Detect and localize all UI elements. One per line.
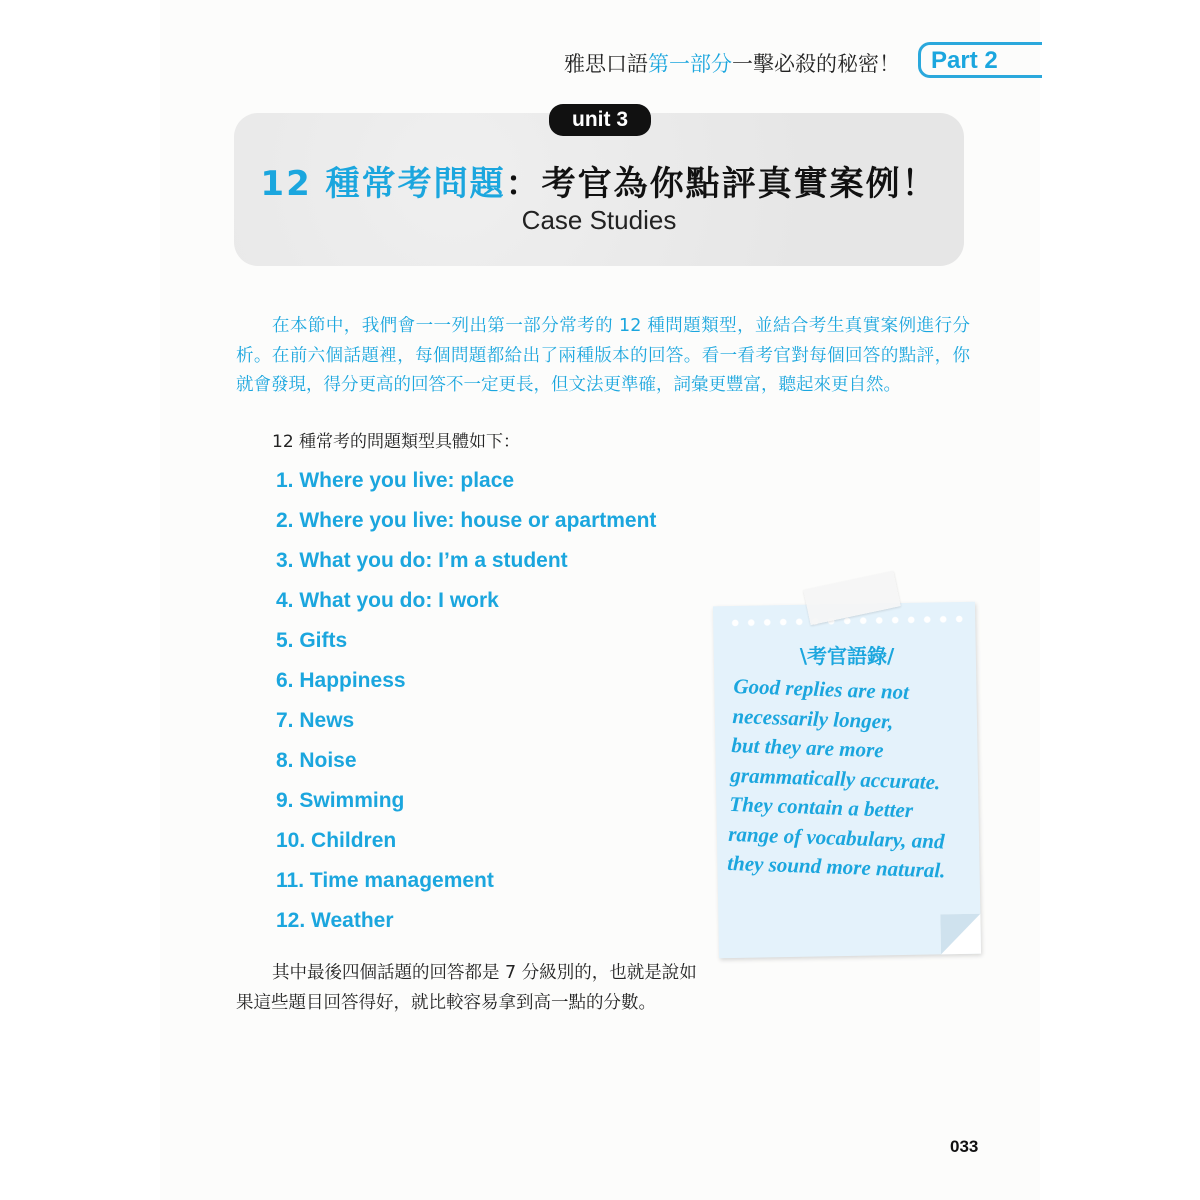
note-quote-line: range of vocabulary, and [727, 821, 945, 853]
unit-label: unit 3 [549, 104, 651, 136]
note-quote-line: grammatically accurate. [730, 762, 941, 794]
list-item: 5. Gifts [276, 629, 348, 652]
note-quote-line: they sound more natural. [726, 850, 946, 883]
list-item: 1. Where you live: place [276, 469, 515, 492]
note-quote-line: Good replies are not [733, 673, 910, 705]
list-item: 10. Children [276, 829, 397, 852]
running-head [560, 48, 900, 78]
running-head-pre: 雅思口語 [564, 52, 648, 76]
list-lead: 12 種常考的問題類型具體如下： [272, 432, 521, 452]
section-title [234, 156, 964, 205]
list-item: 8. Noise [276, 749, 357, 772]
list-item: 12. Weather [276, 909, 394, 932]
intro-paragraph: 在本節中，我們會一一列出第一部分常考的 12 種問題類型，並結合考生真實案例進行分析。在前六個話題裡，每個問題都給出了兩種版本的回答。看一看考官對每個回答的點評，你就會發現，得分更高的回答不一定更長，但文法更準確，詞彙更豐富，聽起來更自然。 [236, 316, 970, 395]
section-title-highlight: 12 種常考問題 [260, 164, 506, 204]
section-subtitle: Case Studies [521, 205, 677, 235]
list-item: 9. Swimming [276, 789, 405, 812]
topic-list [276, 464, 656, 944]
list-item: 2. Where you live: house or apartment [276, 509, 657, 532]
note-quote [727, 672, 974, 887]
part-label: Part 2 [931, 47, 998, 74]
list-item: 11. Time management [276, 869, 494, 892]
list-item: 3. What you do: I’m a student [276, 549, 568, 572]
part-tab [918, 42, 1042, 78]
note-title: \考官語錄/ [799, 644, 895, 668]
list-item: 6. Happiness [276, 669, 406, 692]
running-head-post: 一擊必殺的秘密！ [732, 52, 900, 76]
running-head-highlight: 第一部分 [648, 52, 732, 76]
note-quote-line: but they are more [731, 732, 885, 763]
note-quote-line: They contain a better [728, 791, 914, 823]
section-title-rest: ：考官為你點評真實案例！ [505, 164, 938, 204]
closing-paragraph: 其中最後四個話題的回答都是 7 分級別的，也就是說如果這些題目回答得好，就比較容易拿到高一點的分數。 [236, 963, 697, 1013]
note-page-curl [940, 914, 981, 955]
note-quote-line: necessarily longer, [732, 703, 894, 734]
list-item: 7. News [276, 709, 355, 732]
page-number: 033 [950, 1137, 979, 1156]
list-item: 4. What you do: I work [276, 589, 499, 612]
